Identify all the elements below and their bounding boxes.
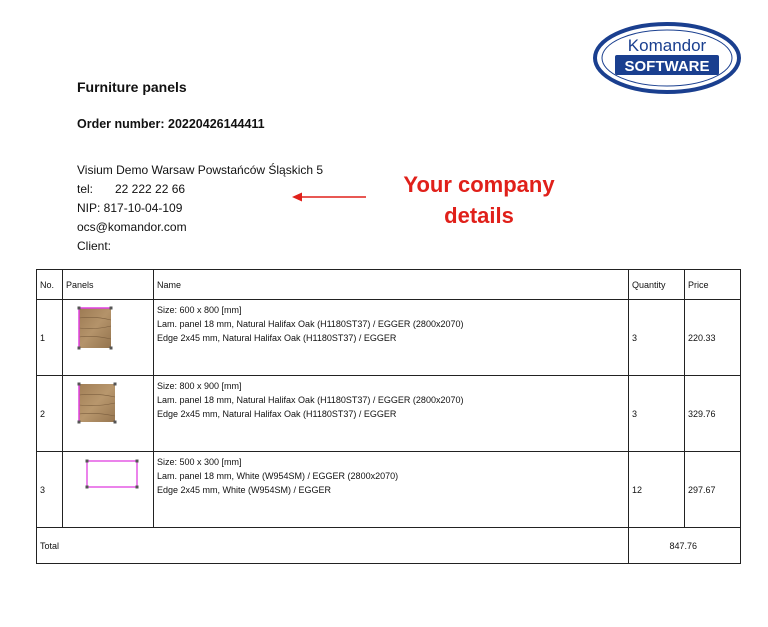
column-header-price: Price [685,270,741,300]
panel-quantity: 3 [629,300,685,376]
callout-line-2: details [444,203,514,228]
tel-label: tel: [77,182,94,196]
callout-arrow-icon [292,190,366,204]
panel-thumbnail-cell [63,376,154,452]
table-row [37,452,741,528]
panel-size: Size: 500 x 300 [mm] [157,457,242,467]
company-nip: NIP: 817-10-04-109 [77,201,183,215]
order-number-value: 20220426144411 [168,117,265,131]
order-number-label: Order number: [77,117,165,131]
row-number: 3 [37,452,63,528]
panel-price: 297.67 [685,452,741,528]
tel-value: 22 222 22 66 [115,182,186,196]
panel-edge: Edge 2x45 mm, White (W954SM) / EGGER [157,485,332,495]
panel-quantity: 3 [629,376,685,452]
column-header-no: No. [37,270,63,300]
oak-panel-thumbnail-icon [77,306,113,350]
order-number-line [77,117,265,131]
document-title: Furniture panels [77,79,187,95]
panel-edge: Edge 2x45 mm, Natural Halifax Oak (H1180ST37) / EGGER [157,409,397,419]
table-row [37,300,741,376]
panel-material: Lam. panel 18 mm, Natural Halifax Oak (H1180ST37) / EGGER (2800x2070) [157,395,464,405]
company-details [77,161,323,256]
panel-description [154,376,629,452]
table-row [37,376,741,452]
total-value: 847.76 [629,528,741,564]
panel-price: 220.33 [685,300,741,376]
row-number: 2 [37,376,63,452]
panel-edge: Edge 2x45 mm, Natural Halifax Oak (H1180ST37) / EGGER [157,333,397,343]
panel-thumbnail-cell [63,300,154,376]
company-email: ocs@komandor.com [77,220,187,234]
panel-description [154,452,629,528]
company-tel [77,180,323,199]
logo-text-komandor: Komandor [627,36,707,55]
panel-quantity: 12 [629,452,685,528]
column-header-name: Name [154,270,629,300]
white-panel-thumbnail-icon [85,459,139,489]
panels-table [36,269,741,564]
panel-thumbnail-cell [63,452,154,528]
panel-size: Size: 800 x 900 [mm] [157,381,242,391]
logo-text-software: SOFTWARE [624,58,710,75]
table-header-row [37,270,741,300]
panel-price: 329.76 [685,376,741,452]
panel-description [154,300,629,376]
panel-material: Lam. panel 18 mm, White (W954SM) / EGGER (2800x2070) [157,471,399,481]
total-label: Total [37,528,629,564]
callout-annotation [374,169,584,231]
panel-material: Lam. panel 18 mm, Natural Halifax Oak (H1180ST37) / EGGER (2800x2070) [157,319,464,329]
total-row [37,528,741,564]
oak-panel-thumbnail-icon [77,382,117,424]
column-header-panels: Panels [63,270,154,300]
panel-size: Size: 600 x 800 [mm] [157,305,242,315]
column-header-quantity: Quantity [629,270,685,300]
callout-line-1: Your company [403,172,555,197]
client-label: Client: [77,239,112,253]
row-number: 1 [37,300,63,376]
company-address: Visium Demo Warsaw Powstańców Śląskich 5 [77,163,324,177]
komandor-logo [593,22,741,94]
